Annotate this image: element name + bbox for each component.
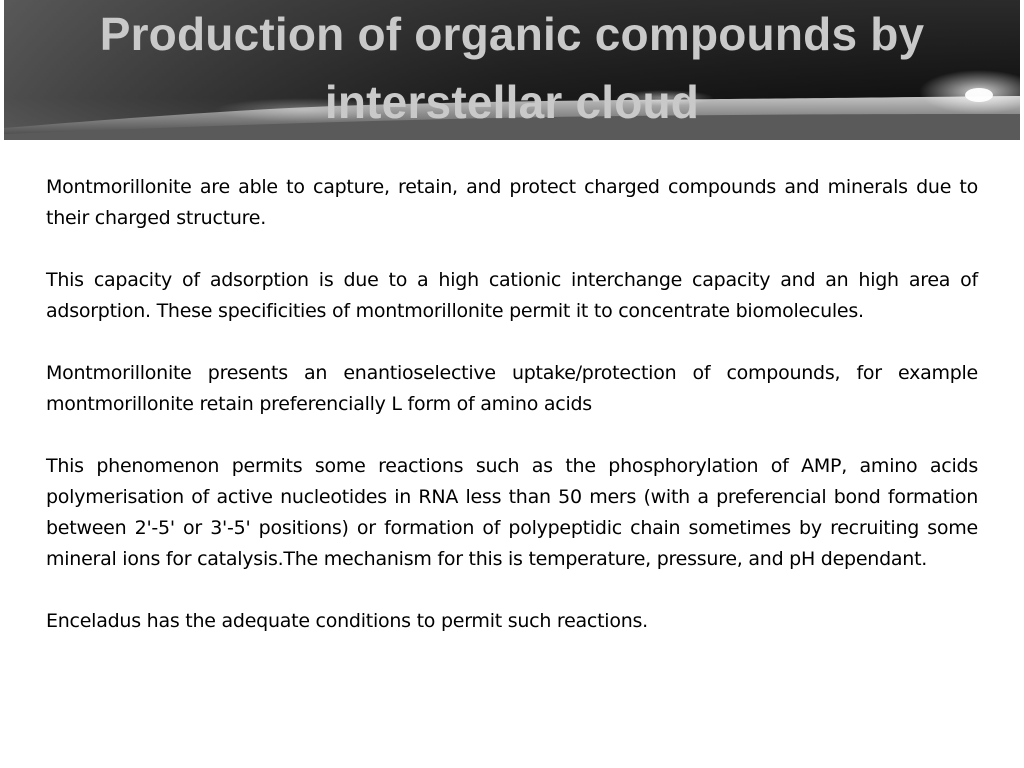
paragraph-enantioselective-uptake: Montmorillonite presents an enantioselective uptake/protection of compounds, for example montmorillonite retain preferencially L form of amino acids xyxy=(46,362,978,415)
paragraph-montmorillonite-capture: Montmorillonite are able to capture, retain, and protect charged compounds and minerals due to their charged structure. xyxy=(46,176,978,229)
paragraph-adsorption-capacity: This capacity of adsorption is due to a high cationic interchange capacity and an high area of adsorption. These specificities of montmorillonite permit it to concentrate biomolecules. xyxy=(46,269,978,322)
slide-title: Production of organic compounds by interstellar cloud xyxy=(99,8,925,128)
paragraph-reactions: This phenomenon permits some reactions such as the phosphorylation of AMP, amino acids polymerisation of active nucleotides in RNA less than 50 mers (with a preferencial bond formation between 2'-5' or 3'-5' positions) or formation of polypeptidic chain sometimes by recruiting some mineral ions for catalysis.The mechanism for this is temperature, pressure, and pH dependant. xyxy=(46,455,978,570)
paragraph-enceladus-conditions: Enceladus has the adequate conditions to permit such reactions. xyxy=(46,610,648,632)
slide-body xyxy=(46,172,978,668)
